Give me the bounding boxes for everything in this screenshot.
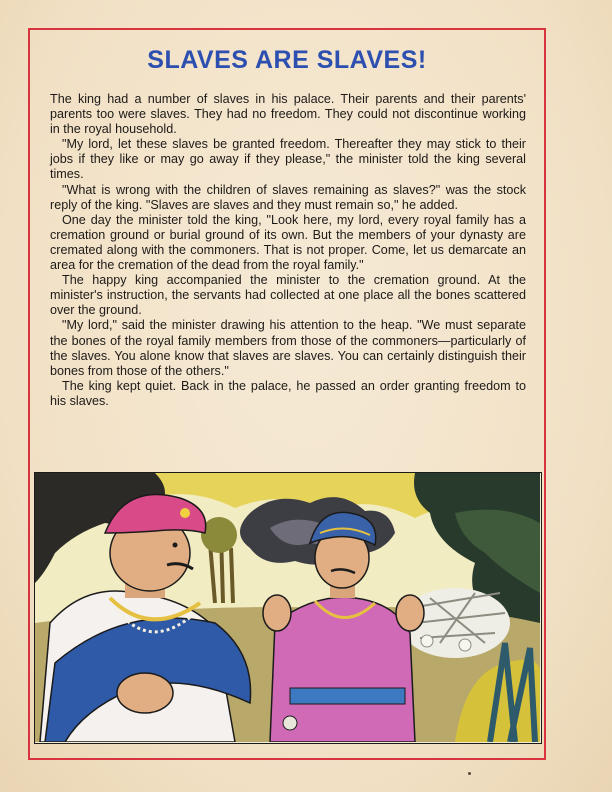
story-paragraph: "What is wrong with the children of slaves remaining as slaves?" was the stock reply of the king. "Slaves are slaves and they must remain so," he added. [50,182,526,212]
story-paragraph: One day the minister told the king, "Look here, my lord, every royal family has a cremation ground or burial ground of its own. But the members of your dynasty are cremated along with the commoners. That is not proper. Come, let us demarcate an area for the cremation of the dead from the royal family." [50,212,526,273]
distant-tree-crown [201,517,237,553]
story-paragraph: The king kept quiet. Back in the palace, he passed an order granting freedom to his slaves. [50,378,526,408]
story-text [50,92,526,409]
story-paragraph: "My lord," said the minister drawing his attention to the heap. "We must separate the bones of the royal family members from those of the commoners—particularly of the slaves. You alone know that slaves are slaves. You can certainly distinguish their bones from those of the others." [50,318,526,378]
story-paragraph: The happy king accompanied the minister to the cremation ground. At the minister's instruction, the servants had collected at one place all the bones scattered over the ground. [50,273,526,318]
story-illustration [34,472,542,744]
story-paragraph: The king had a number of slaves in his palace. Their parents and their parents' parents too were slaves. They had no freedom. They could not discontinue working in the royal household. [50,92,526,137]
print-speck [468,772,471,775]
illustration-scene [35,473,540,742]
skull [283,716,297,730]
story-title: SLAVES ARE SLAVES! [147,46,427,74]
story-paragraph: "My lord, let these slaves be granted freedom. Thereafter they may stick to their jobs if they like or may go away if they please," the minister told the king several times. [50,137,526,182]
